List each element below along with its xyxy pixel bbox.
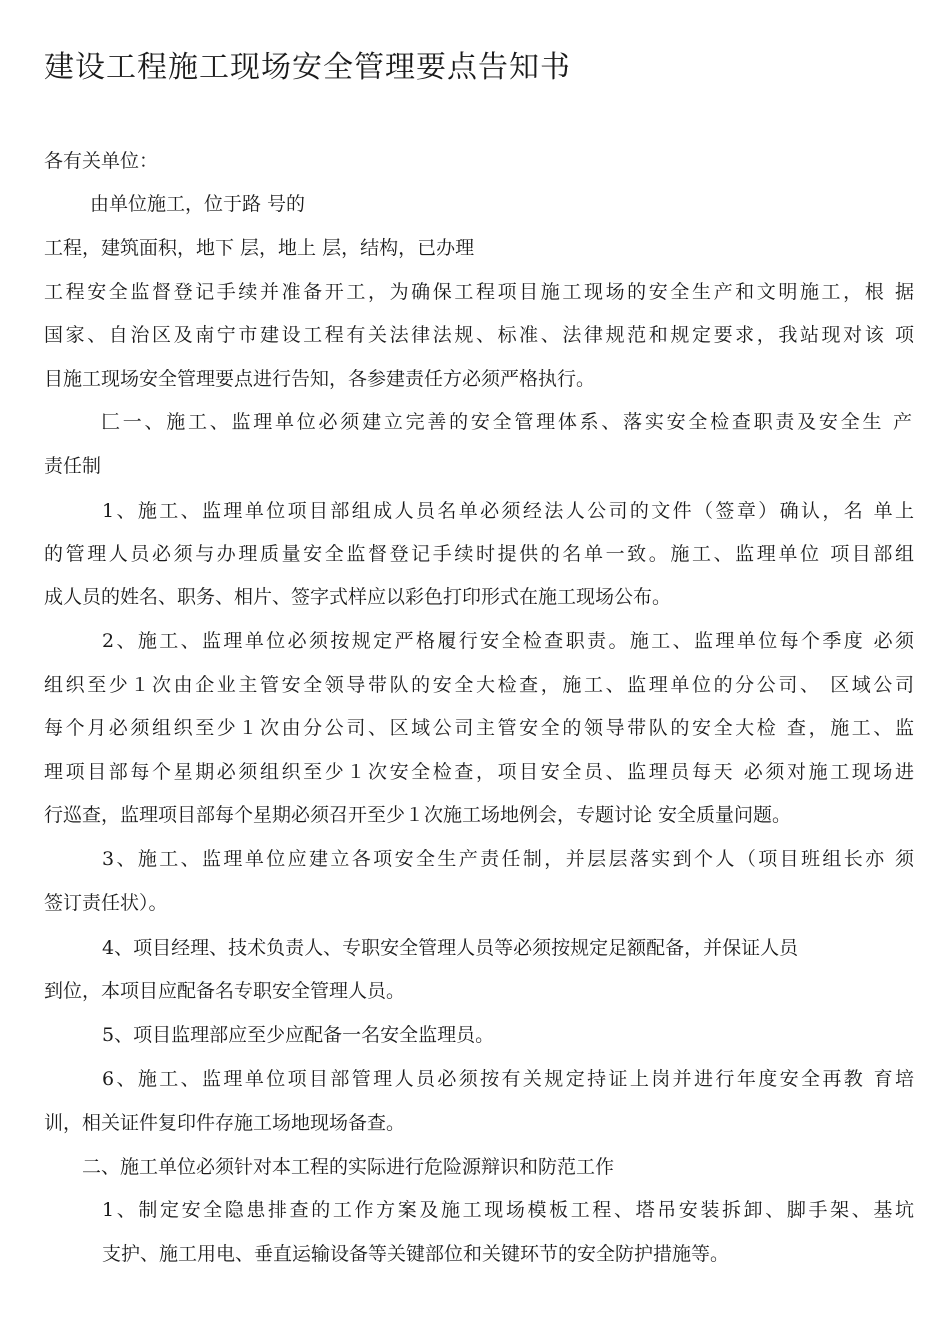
document-title: 建设工程施工现场安全管理要点告知书 — [44, 50, 571, 85]
paragraph-line: 的管理人员必须与办理质量安全监督登记手续时提供的名单一致。施工、监理单位 项目部组 — [44, 543, 914, 565]
paragraph-line: 国家、自治区及南宁市建设工程有关法律法规、标准、法律规范和规定要求，我站现对该 项 — [44, 324, 914, 346]
paragraph-line: 支护、施工用电、垂直运输设备等关键部位和关键环节的安全防护措施等。 — [102, 1243, 730, 1265]
list-item-1-3: 3、施工、监理单位应建立各项安全生产责任制，并层层落实到个人（项目班组长亦 须 — [102, 848, 914, 870]
list-item-1-2: 2、施工、监理单位必须按规定严格履行安全检查职责。施工、监理单位每个季度 必须 — [102, 630, 914, 652]
paragraph-line: 训，相关证件复印件存施工场地现场备查。 — [44, 1112, 406, 1134]
list-item-1-1: 1、施工、监理单位项目部组成人员名单必须经法人公司的文件（签章）确认，名 单上 — [102, 500, 914, 522]
list-item-1-5: 5、项目监理部应至少应配备一名安全监理员。 — [102, 1024, 495, 1046]
list-item-2-1: 1、制定安全隐患排查的工作方案及施工现场模板工程、塔吊安装拆卸、脚手架、基坑 — [102, 1199, 914, 1221]
paragraph-line: 理项目部每个星期必须组织至少１次安全检查，项目安全员、监理员每天 必须对施工现场进 — [44, 761, 914, 783]
paragraph-line: 工程安全监督登记手续并准备开工，为确保工程项目施工现场的安全生产和文明施工，根 据 — [44, 281, 914, 303]
list-item-1-4: 4、项目经理、技术负责人、专职安全管理人员等必须按规定足额配备，并保证人员 — [102, 937, 799, 959]
paragraph-line: 行巡查，监理项目部每个星期必须召开至少１次施工场地例会，专题讨论 安全质量问题。 — [44, 804, 792, 826]
paragraph-line: 由单位施工，位于路 号的 — [90, 193, 306, 215]
salutation: 各有关单位： — [44, 150, 159, 172]
section-heading-2: 二、施工单位必须针对本工程的实际进行危险源辩识和防范工作 — [82, 1156, 615, 1178]
paragraph-line: 到位，本项目应配备名专职安全管理人员。 — [44, 980, 406, 1002]
paragraph-line: 目施工现场安全管理要点进行告知，各参建责任方必须严格执行。 — [44, 368, 596, 390]
section-heading-1-cont: 责任制 — [44, 455, 102, 477]
paragraph-line: 每个月必须组织至少１次由分公司、区域公司主管安全的领导带队的安全大检 查，施工、监 — [44, 717, 914, 739]
list-item-1-6: 6、施工、监理单位项目部管理人员必须按有关规定持证上岗并进行年度安全再教 育培 — [102, 1068, 914, 1090]
paragraph-line: 签订责任状）。 — [44, 892, 168, 914]
paragraph-line: 组织至少１次由企业主管安全领导带队的安全大检查，施工、监理单位的分公司、 区域公司 — [44, 674, 914, 696]
paragraph-line: 成人员的姓名、职务、相片、签字式样应以彩色打印形式在施工现场公布。 — [44, 586, 672, 608]
section-heading-1: 匚一、施工、监理单位必须建立完善的安全管理体系、落实安全检查职责及安全生 产 — [101, 411, 912, 433]
paragraph-line: 工程，建筑面积，地下 层，地上 层，结构，已办理 — [44, 237, 475, 259]
